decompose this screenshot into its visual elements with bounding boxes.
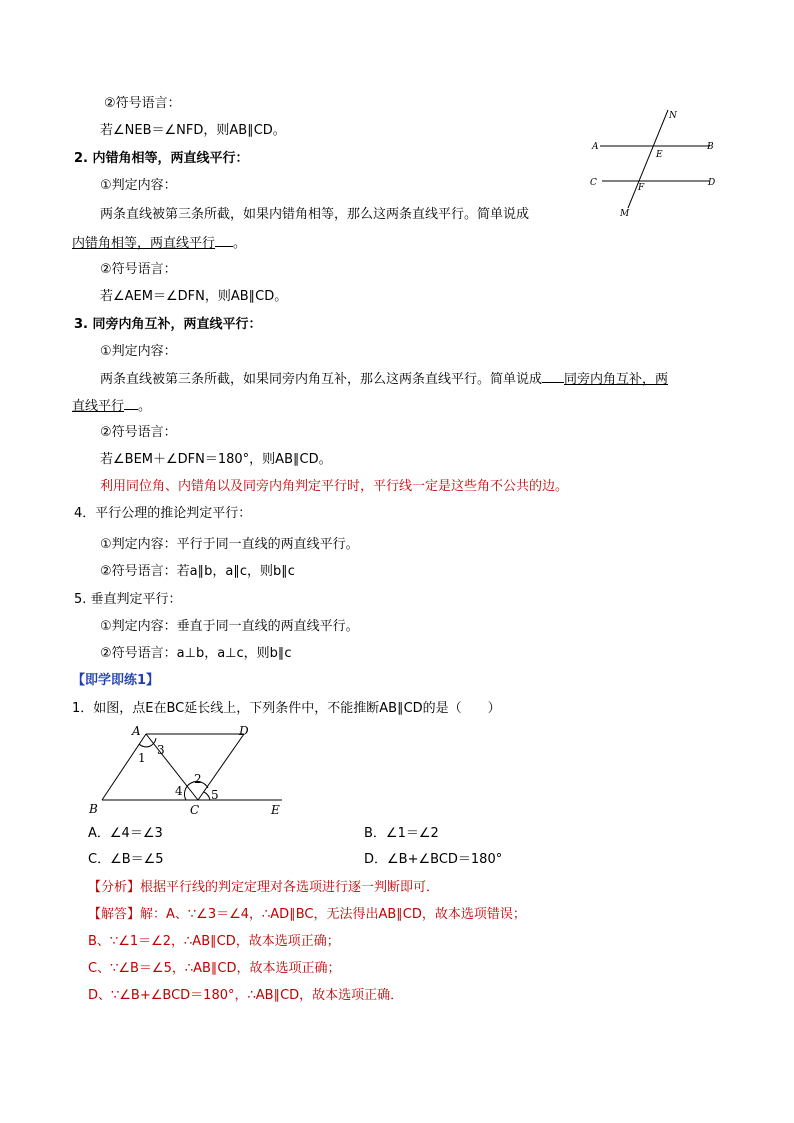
- option-d: D．∠B+∠BCD＝180°: [364, 852, 503, 867]
- rule3-title: 3. 同旁内角互补，两直线平行：: [74, 317, 262, 332]
- label-m: M: [620, 209, 630, 219]
- answer-line-2: B、∵∠1＝∠2，∴AB∥CD，故本选项正确；: [88, 934, 340, 949]
- answer-line-1: 【解答】解：A、∵∠3＝∠4，∴AD∥BC，无法得出AB∥CD，故本选项错误；: [88, 907, 526, 922]
- rule2-content-label: ①判定内容：: [100, 178, 177, 193]
- label-c: C: [590, 178, 597, 188]
- angle-label-2: 2: [194, 772, 202, 786]
- label-d: D: [708, 178, 716, 188]
- rule4-title: 4．平行公理的推论判定平行：: [74, 506, 252, 521]
- rule2-content-end: 。: [233, 236, 247, 251]
- rule3-content-label: ①判定内容：: [100, 344, 177, 359]
- rule3-content-line1: [100, 370, 668, 389]
- label-d: D: [239, 724, 249, 738]
- practice-heading: 【即学即练1】: [72, 673, 160, 688]
- answer-line-4: D、∵∠B+∠BCD＝180°，∴AB∥CD，故本选项正确．: [88, 988, 404, 1003]
- rule2-symbol-label: ②符号语言：: [100, 262, 177, 277]
- rule2-underlined-answer: 内错角相等，两直线平行: [72, 236, 216, 251]
- rule1-symbol-label: ②符号语言：: [104, 96, 181, 111]
- rule3-underlined-answer-1: 同旁内角互补，两: [564, 372, 669, 387]
- rule2-content-text: 两条直线被第三条所截，如果内错角相等，那么这两条直线平行。简单说成: [100, 207, 530, 222]
- label-a: A: [592, 142, 599, 152]
- angle-label-5: 5: [211, 788, 219, 802]
- label-e: E: [656, 150, 663, 160]
- rule3-symbol-label: ②符号语言：: [100, 425, 177, 440]
- rule3-content-text: 两条直线被第三条所截，如果同旁内角互补，那么这两条直线平行。简单说成: [100, 372, 543, 387]
- segment-dc: [198, 734, 244, 800]
- rule2-content-line2: [72, 234, 246, 253]
- angle-arc-c-exterior: [204, 792, 210, 800]
- rule3-content-line2: [72, 397, 151, 416]
- label-c: C: [190, 803, 200, 817]
- label-f: F: [638, 183, 645, 193]
- label-a: A: [132, 724, 141, 738]
- rule5-symbol: ②符号语言：a⊥b，a⊥c，则b∥c: [100, 646, 292, 661]
- label-e: E: [271, 803, 280, 817]
- rule5-title: 5. 垂直判定平行：: [74, 592, 182, 607]
- label-b: B: [89, 802, 98, 816]
- angle-arc-a: [139, 738, 156, 747]
- analysis: 【分析】根据平行线的判定定理对各选项进行逐一判断即可．: [88, 880, 440, 895]
- rule3-note: 利用同位角、内错角以及同旁内角判定平行时，平行线一定是这些角不公共的边。: [100, 479, 569, 494]
- practice-question: 1．如图，点E在BC延长线上，下列条件中，不能推断AB∥CD的是（ ）: [72, 701, 501, 716]
- parallelogram-figure: [86, 722, 296, 822]
- angle-label-4: 4: [175, 784, 183, 798]
- rule2-statement: 若∠AEM＝∠DFN，则AB∥CD。: [100, 289, 288, 304]
- rule5-content: ①判定内容：垂直于同一直线的两直线平行。: [100, 619, 359, 634]
- label-b: B: [707, 142, 714, 152]
- option-b: B．∠1＝∠2: [364, 826, 439, 841]
- angle-label-3: 3: [157, 743, 165, 757]
- rule4-content: ①判定内容：平行于同一直线的两直线平行。: [100, 537, 359, 552]
- rule4-symbol: ②符号语言：若a∥b，a∥c，则b∥c: [100, 564, 295, 579]
- parallel-lines-figure: [580, 100, 730, 225]
- rule1-statement: 若∠NEB＝∠NFD，则AB∥CD。: [100, 123, 286, 138]
- rule3-content-end: 。: [138, 399, 152, 414]
- rule2-title: 2. 内错角相等，两直线平行：: [74, 151, 249, 166]
- answer-line-3: C、∵∠B＝∠5，∴AB∥CD，故本选项正确；: [88, 961, 341, 976]
- option-c: C．∠B＝∠5: [88, 852, 164, 867]
- angle-label-1: 1: [138, 751, 146, 765]
- rule3-underlined-answer-2: 直线平行: [72, 399, 125, 414]
- rule3-statement: 若∠BEM＋∠DFN＝180°，则AB∥CD。: [100, 452, 332, 467]
- option-a: A．∠4＝∠3: [88, 826, 163, 841]
- label-n: N: [669, 111, 677, 121]
